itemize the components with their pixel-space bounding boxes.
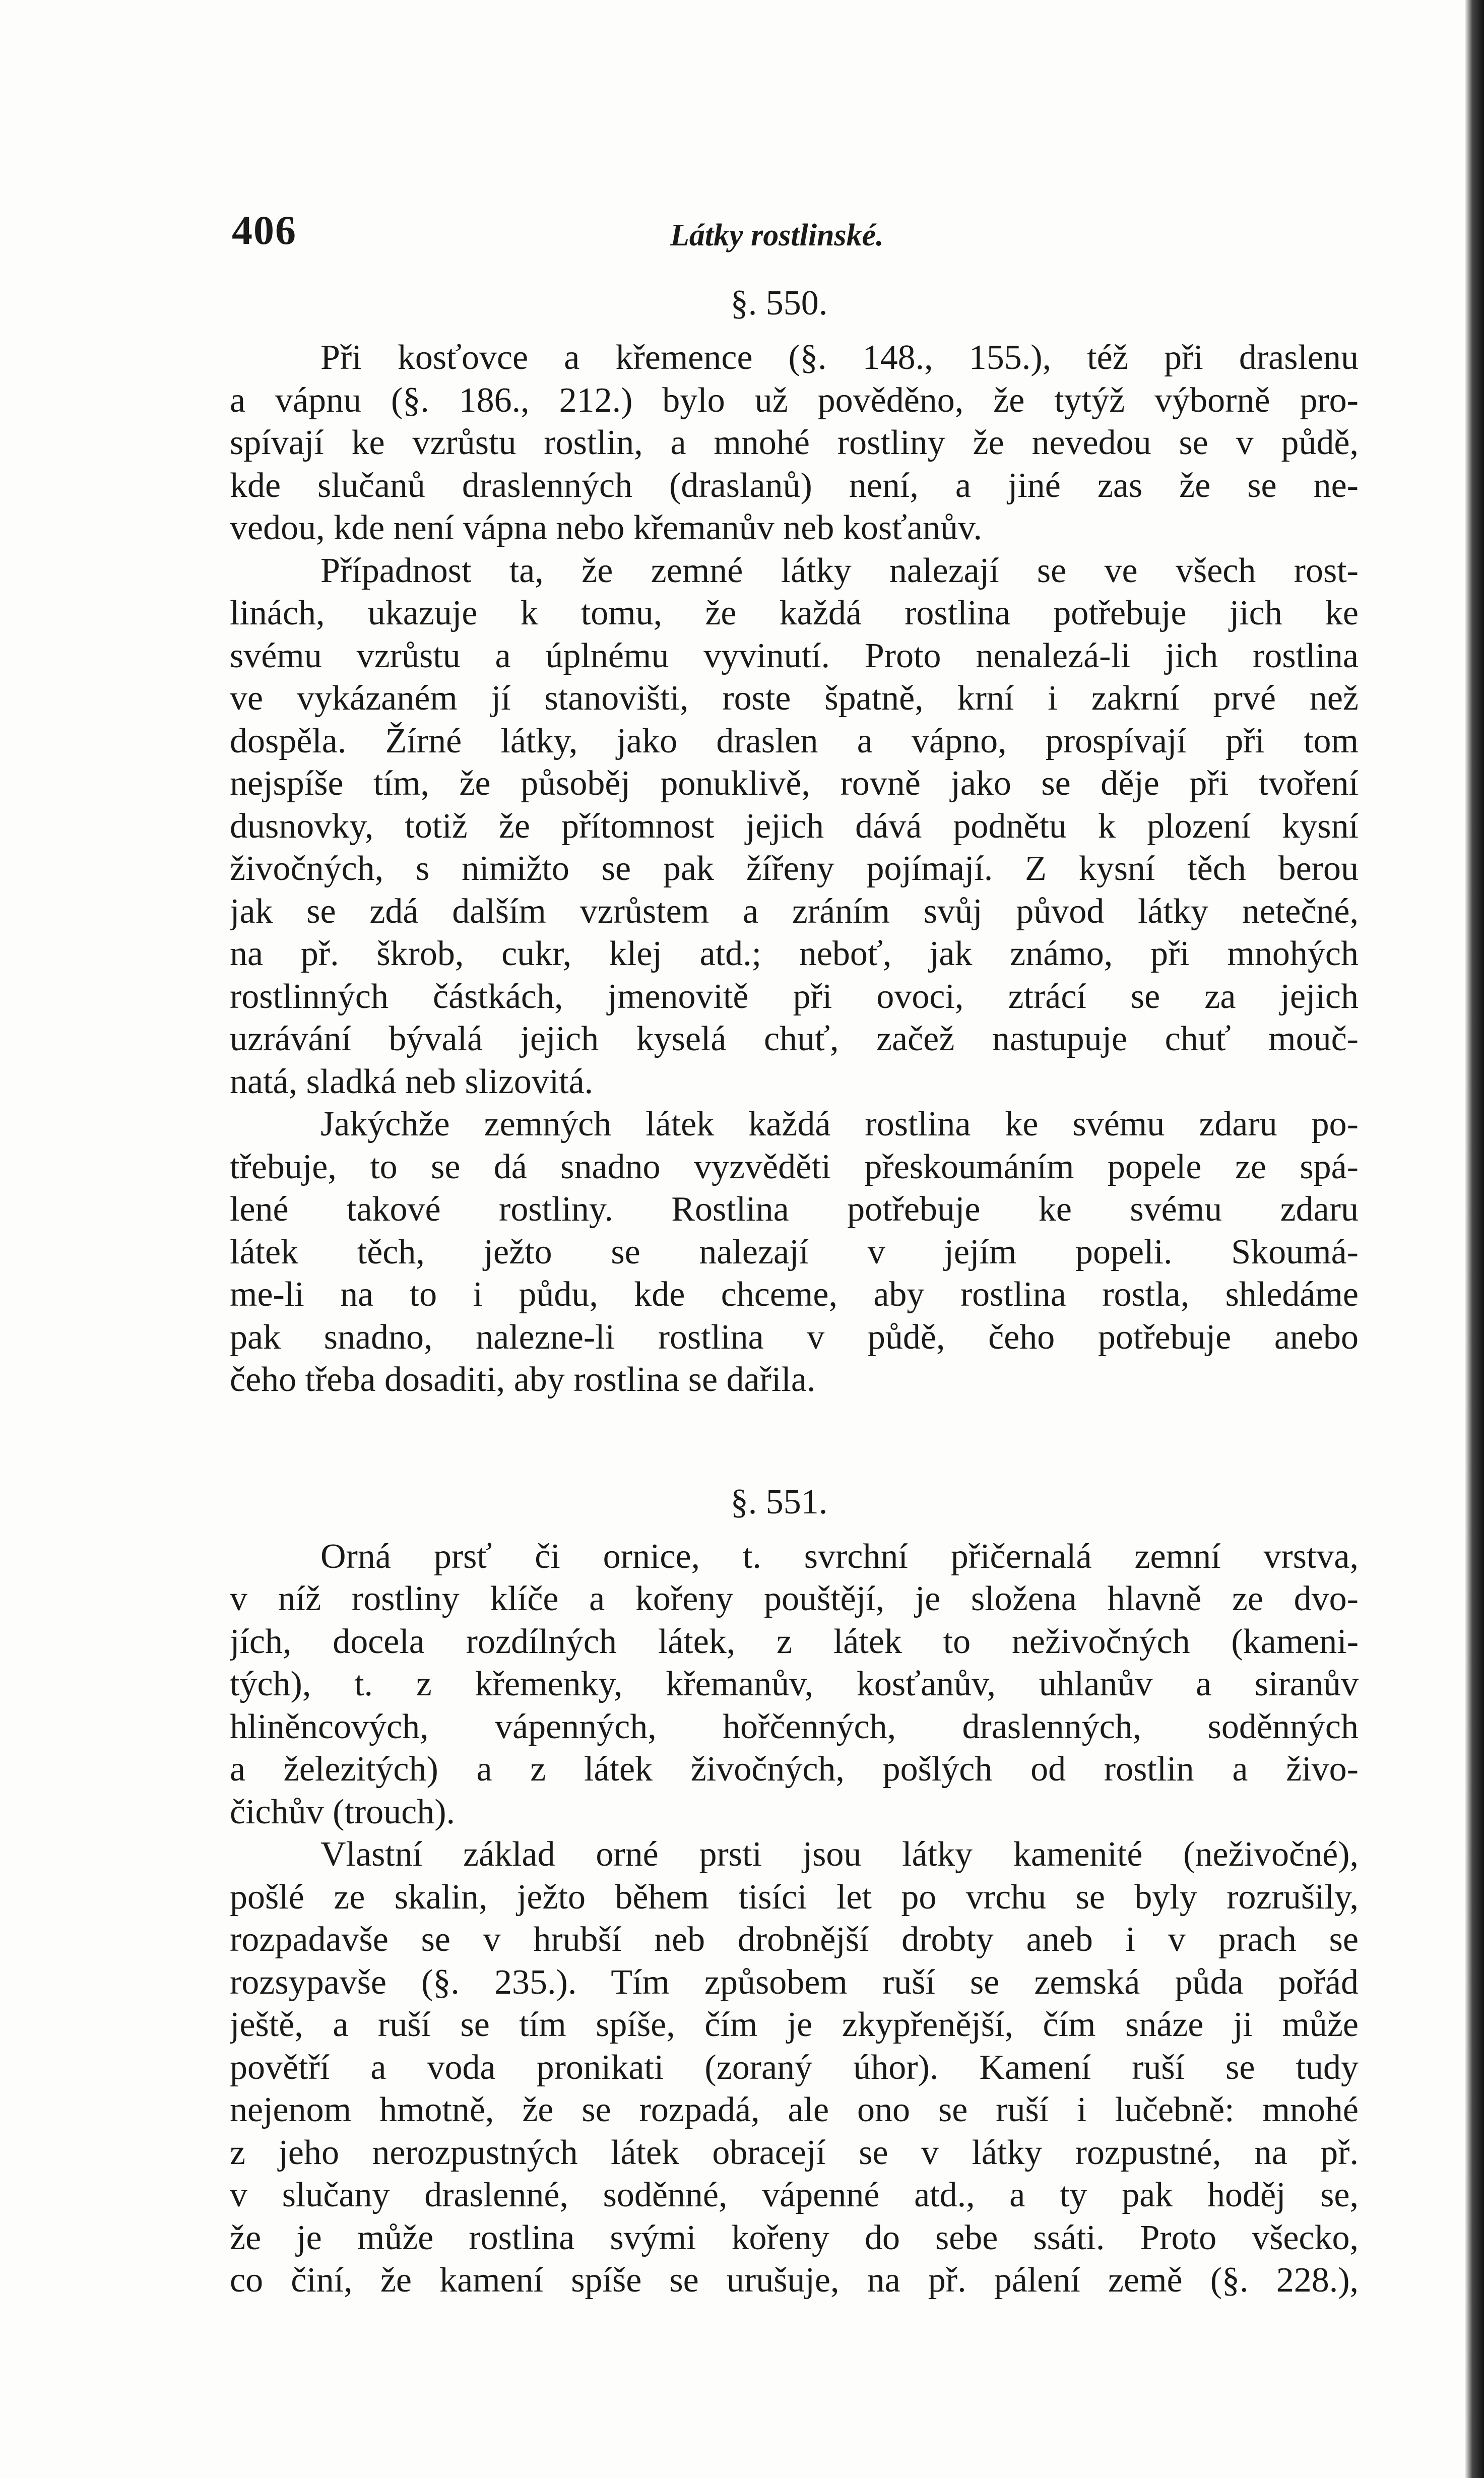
text-line: Vlastní základ orné prsti jsou látky kamenité (neživočné),: [320, 1835, 1359, 1874]
running-title: Látky rostlinské.: [670, 218, 884, 252]
text-line: čichův (trouch).: [230, 1792, 456, 1831]
text-line: me-li na to i půdu, kde chceme, aby rostlina rostla, shledáme: [230, 1275, 1359, 1314]
text-line: pošlé ze skalin, ježto během tisíci let po vrchu se byly rozrušily,: [230, 1877, 1359, 1917]
text-line: Jakýchže zemných látek každá rostlina ke svému zdaru po-: [320, 1105, 1359, 1143]
text-line: látek těch, ježto se nalezají v jejím popeli. Skoumá-: [230, 1232, 1359, 1272]
text-line: a železitých) a z látek živočných, pošlých od rostlin a živo-: [230, 1750, 1359, 1789]
text-line: povětří a voda pronikati (zoraný úhor). Kamení ruší se tudy: [230, 2048, 1359, 2087]
text-line: dusnovky, totiž že přítomnost jejich dává podnětu k plození kysní: [230, 806, 1359, 846]
page-number: 406: [232, 207, 297, 253]
text-line: ve vykázaném jí stanovišti, roste špatně, krní i zakrní prvé než: [230, 679, 1359, 718]
text-line: že je může rostlina svými kořeny do sebe ssáti. Proto všecko,: [230, 2218, 1359, 2257]
text-line: v níž rostliny klíče a kořeny pouštějí, je složena hlavně ze dvo-: [230, 1579, 1359, 1618]
section-551-body: [230, 1536, 1359, 2302]
text-line: třebuje, to se dá snadno vyzvěděti přeskoumáním popele ze spá-: [230, 1147, 1359, 1186]
text-line: lené takové rostliny. Rostlina potřebuje ke svému zdaru: [230, 1190, 1359, 1229]
text-line: tých), t. z křemenky, křemanův, kosťanův, uhlanův a siranův: [230, 1665, 1359, 1703]
binding-edge: [1465, 0, 1484, 2478]
text-line: ještě, a ruší se tím spíše, čím je zkypřenější, čím snáze ji může: [230, 2005, 1359, 2044]
section-heading-550: §. 550.: [730, 284, 828, 323]
text-line: živočných, s nimižto se pak žířeny pojímají. Z kysní těch berou: [230, 849, 1359, 888]
text-line: uzrávání bývalá jejich kyselá chuť, začež nastupuje chuť mouč-: [230, 1020, 1359, 1058]
text-line: kde slučanů draslenných (draslanů) není, a jiné zas že se ne-: [230, 466, 1359, 505]
text-line: natá, sladká neb slizovitá.: [230, 1062, 594, 1101]
text-block: [230, 282, 1359, 2302]
text-line: rozpadavše se v hrubší neb drobnější drobty aneb i v prach se: [230, 1920, 1359, 1959]
text-line: nejspíše tím, že působěj ponuklivě, rovně jako se děje při tvoření: [230, 764, 1359, 803]
text-line: dospěla. Žírné látky, jako draslen a vápno, prospívají při tom: [230, 721, 1359, 760]
text-line: svému vzrůstu a úplnému vyvinutí. Proto nenalezá-li jich rostlina: [230, 636, 1359, 675]
text-line: na př. škrob, cukr, klej atd.; neboť, jak známo, při mnohých: [230, 934, 1359, 973]
text-line: co činí, že kamení spíše se urušuje, na př. pálení země (§. 228.),: [230, 2261, 1359, 2300]
text-line: rostlinných částkách, jmenovitě při ovoci, ztrácí se za jejich: [230, 977, 1359, 1016]
text-line: pak snadno, nalezne-li rostlina v půdě, čeho potřebuje anebo: [230, 1317, 1359, 1357]
text-line: hliněncových, vápenných, hořčenných, draslenných, soděnných: [230, 1707, 1359, 1746]
section-heading-551: §. 551.: [730, 1482, 828, 1521]
text-line: rozsypavše (§. 235.). Tím způsobem ruší se zemská půda pořád: [230, 1962, 1359, 2002]
text-line: linách, ukazuje k tomu, že každá rostlina potřebuje jich ke: [230, 594, 1359, 632]
text-line: Případnost ta, že zemné látky nalezají se ve všech rost-: [320, 551, 1359, 590]
text-line: spívají ke vzrůstu rostlin, a mnohé rostliny že nevedou se v půdě,: [230, 423, 1359, 462]
text-line: vedou, kde není vápna nebo křemanův neb kosťanův.: [230, 509, 983, 547]
text-line: Orná prsť či ornice, t. svrchní přičernalá zemní vrstva,: [320, 1537, 1359, 1576]
text-line: čeho třeba dosaditi, aby rostlina se dařila.: [230, 1360, 816, 1399]
text-line: Při kosťovce a křemence (§. 148., 155.), též při draslenu: [320, 338, 1359, 377]
text-line: jak se zdá dalším vzrůstem a zráním svůj původ látky netečné,: [230, 892, 1359, 931]
text-line: z jeho nerozpustných látek obracejí se v látky rozpustné, na př.: [230, 2133, 1359, 2172]
text-line: jích, docela rozdílných látek, z látek to neživočných (kameni-: [230, 1622, 1359, 1661]
text-line: nejenom hmotně, že se rozpadá, ale ono se ruší i lučebně: mnohé: [230, 2090, 1359, 2129]
text-line: v slučany draslenné, soděnné, vápenné atd., a ty pak hoděj se,: [230, 2176, 1359, 2214]
section-550-body: [230, 337, 1359, 1402]
text-line: a vápnu (§. 186., 212.) bylo už pověděno, že tytýž výborně pro-: [230, 380, 1359, 420]
